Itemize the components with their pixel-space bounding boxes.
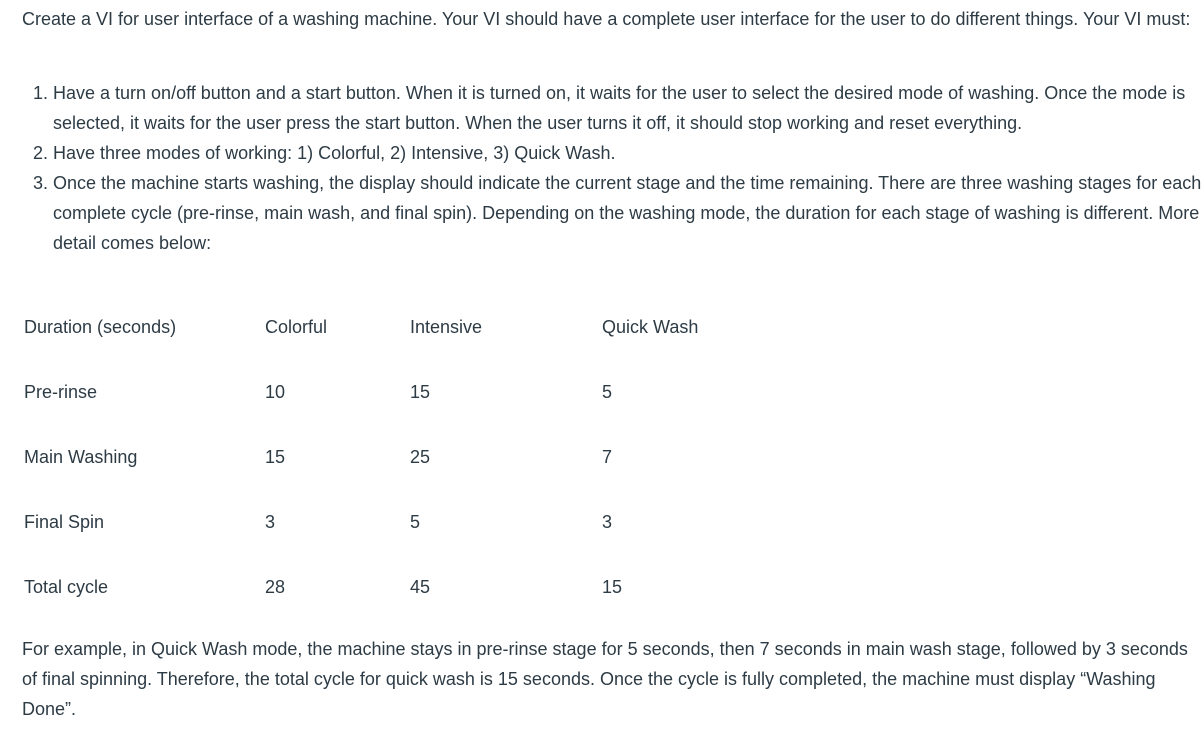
- header-quick-wash: Quick Wash: [602, 317, 699, 337]
- table-cell: 10: [265, 382, 286, 402]
- table-cell: 25: [410, 447, 431, 467]
- row-label: Main Washing: [24, 447, 138, 467]
- table-row: [24, 442, 802, 507]
- table-cell: 15: [410, 382, 431, 402]
- table-cell: 28: [265, 577, 286, 597]
- header-colorful: Colorful: [265, 317, 328, 337]
- header-duration: Duration (seconds): [24, 317, 177, 337]
- table-row: [24, 507, 802, 572]
- table-cell: 15: [265, 447, 286, 467]
- header-intensive: Intensive: [410, 317, 483, 337]
- row-label: Pre-rinse: [24, 382, 98, 402]
- row-label: Final Spin: [24, 512, 105, 532]
- table-cell: 3: [602, 512, 613, 532]
- duration-table: [24, 312, 802, 637]
- table-cell: 45: [410, 577, 431, 597]
- table-cell: 7: [602, 447, 613, 467]
- table-cell: 15: [602, 577, 623, 597]
- table-row: [24, 377, 802, 442]
- requirement-item: 2. Have three modes of working: 1) Colorful, 2) Intensive, 3) Quick Wash.: [53, 138, 1204, 168]
- example-paragraph: For example, in Quick Wash mode, the machine stays in pre-rinse stage for 5 seconds, then 7 seconds in main wash stage, followed by 3 seconds of final spinning. Therefore, the total cycle for quick wash is 15 seconds. Once the cycle is fully completed, the machine must display “Washing Done”.: [22, 639, 1188, 719]
- requirement-item: 3. Once the machine starts washing, the display should indicate the current stage and the time remaining. There are three washing stages for each complete cycle (pre-rinse, main wash, and final spin). Depending on the washing mode, the duration for each stage of washing is different. More detail comes below:: [53, 168, 1204, 258]
- requirements-list: [22, 78, 1204, 258]
- table-cell: 5: [602, 382, 613, 402]
- intro-paragraph: Create a VI for user interface of a washing machine. Your VI should have a complete user interface for the user to do different things. Your VI must:: [22, 9, 1191, 29]
- table-header-row: [24, 312, 802, 377]
- table-cell: 5: [410, 512, 421, 532]
- table-cell: 3: [265, 512, 276, 532]
- requirement-item: 1. Have a turn on/off button and a start button. When it is turned on, it waits for the user to select the desired mode of washing. Once the mode is selected, it waits for the user press the start button. When the user turns it off, it should stop working and reset everything.: [53, 78, 1204, 138]
- row-label: Total cycle: [24, 577, 109, 597]
- table-row: [24, 572, 802, 637]
